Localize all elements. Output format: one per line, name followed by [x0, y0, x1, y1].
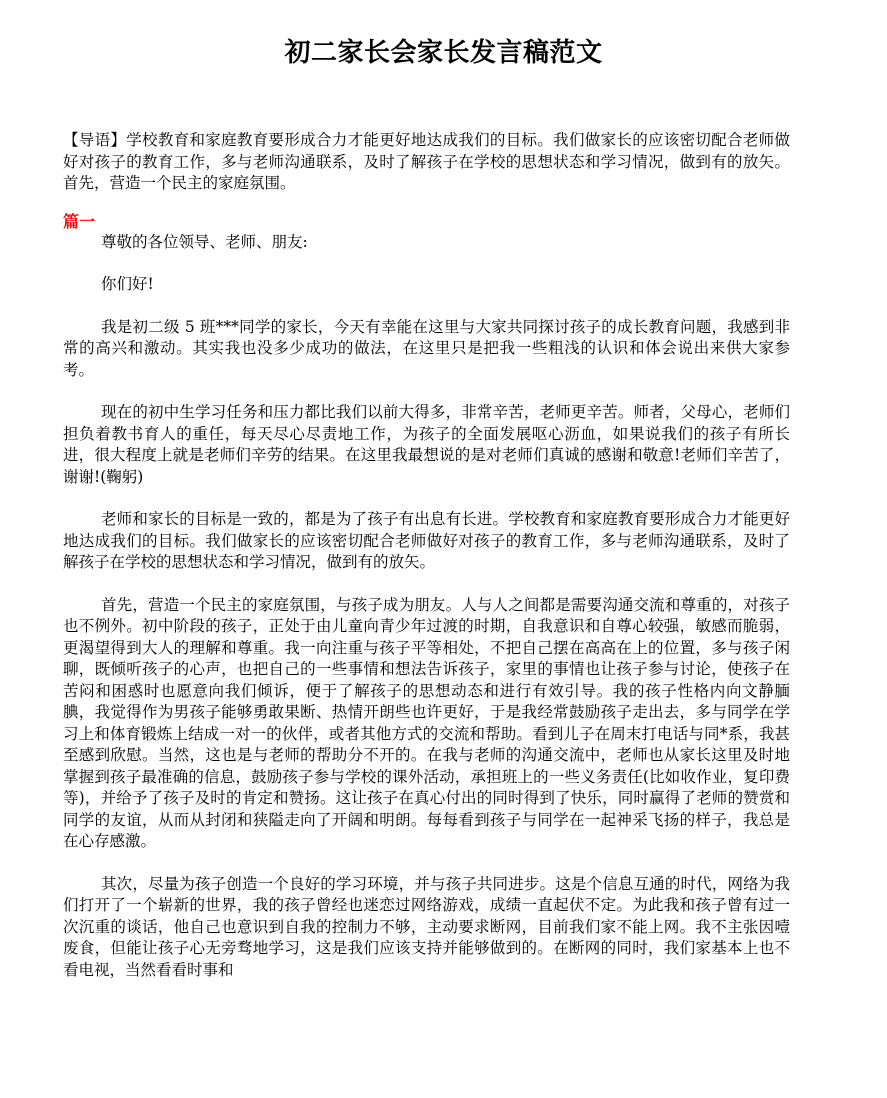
body-paragraph: 首先，营造一个民主的家庭氛围，与孩子成为朋友。人与人之间都是需要沟通交流和尊重的，对孩子也不例外。初中阶段的孩子，正处于由儿童向青少年过渡的时期，自我意识和自尊心较强，敏感而脆弱，更渴望得到大人的理解和尊重。我一向注重与孩子平等相处，不把自己摆在高高在上的位置，多与孩子闲聊，既倾听孩子的心声，也把自己的一些事情和想法告诉孩子，家里的事情也让孩子参与讨论，使孩子在苦闷和困惑时也愿意向我们倾诉，便于了解孩子的思想动态和进行有效引导。我的孩子性格内向文静腼腆，我觉得作为男孩子能够勇敢果断、热情开朗些也许更好，于是我经常鼓励孩子走出去，多与同学在学习上和体育锻炼上结成一对一的伙伴，或者其他方式的交流和帮助。看到儿子在周末打电话与同*系，我甚至感到欣慰。当然，这也是与老师的帮助分不开的。在我与老师的沟通交流中，老师也从家长这里及时地掌握到孩子最准确的信息，鼓励孩子参与学校的课外活动，承担班上的一些义务责任(比如收作业，复印费等)，并给予了孩子及时的肯定和赞扬。这让孩子在真心付出的同时得到了快乐，同时赢得了老师的赞赏和同学的友谊，从而从封闭和狭隘走向了开阔和明朗。每每看到孩子与同学在一起神采飞扬的样子，我总是在心存感激。 — [63, 595, 790, 850]
body-paragraph: 其次，尽量为孩子创造一个良好的学习环境，并与孩子共同进步。这是个信息互通的时代，网络为我们打开了一个崭新的世界，我的孩子曾经也迷恋过网络游戏，成绩一直起伏不定。为此我和孩子曾有过一次沉重的谈话，他自己也意识到自我的控制力不够，主动要求断网，目前我们家不能上网。我不主张因噎废食，但能让孩子心无旁骛地学习，这是我们应该支持并能够做到的。在断网的同时，我们家基本上也不看电视，当然看看时事和 — [63, 874, 790, 979]
body-paragraph: 现在的初中生学习任务和压力都比我们以前大得多，非常辛苦，老师更辛苦。师者，父母心，老师们担负着教书育人的重任，每天尽心尽责地工作，为孩子的全面发展呕心沥血，如果说我们的孩子有所长进，很大程度上就是老师们辛劳的结果。在这里我最想说的是对老师们真诚的感谢和敬意!老师们辛苦了，谢谢!(鞠躬) — [63, 403, 790, 486]
document-title: 初二家长会家长发言稿范文 — [284, 38, 603, 68]
document-body — [63, 130, 790, 1002]
salutation: 尊敬的各位领导、老师、朋友: — [101, 232, 308, 251]
section-heading: 篇一 — [63, 211, 96, 231]
body-paragraph: 老师和家长的目标是一致的，都是为了孩子有出息有长进。学校教育和家庭教育要形成合力才能更好地达成我们的目标。我们做家长的应该密切配合老师做好对孩子的教育工作，多与老师沟通联系，及时了解孩子在学校的思想状态和学习情况，做到有的放矢。 — [63, 510, 790, 571]
body-paragraph: 我是初二级 5 班***同学的家长，今天有幸能在这里与大家共同探讨孩子的成长教育问题，我感到非常的高兴和激动。其实我也没多少成功的做法，在这里只是把我一些粗浅的认识和体会说出来供大家参考。 — [63, 317, 790, 379]
greeting: 你们好! — [101, 275, 154, 293]
lead-paragraph: 【导语】学校教育和家庭教育要形成合力才能更好地达成我们的目标。我们做家长的应该密切配合老师做好对孩子的教育工作，多与老师沟通联系，及时了解孩子在学校的思想状态和学习情况，做到有的放矢。首先，营造一个民主的家庭氛围。 — [63, 131, 790, 192]
